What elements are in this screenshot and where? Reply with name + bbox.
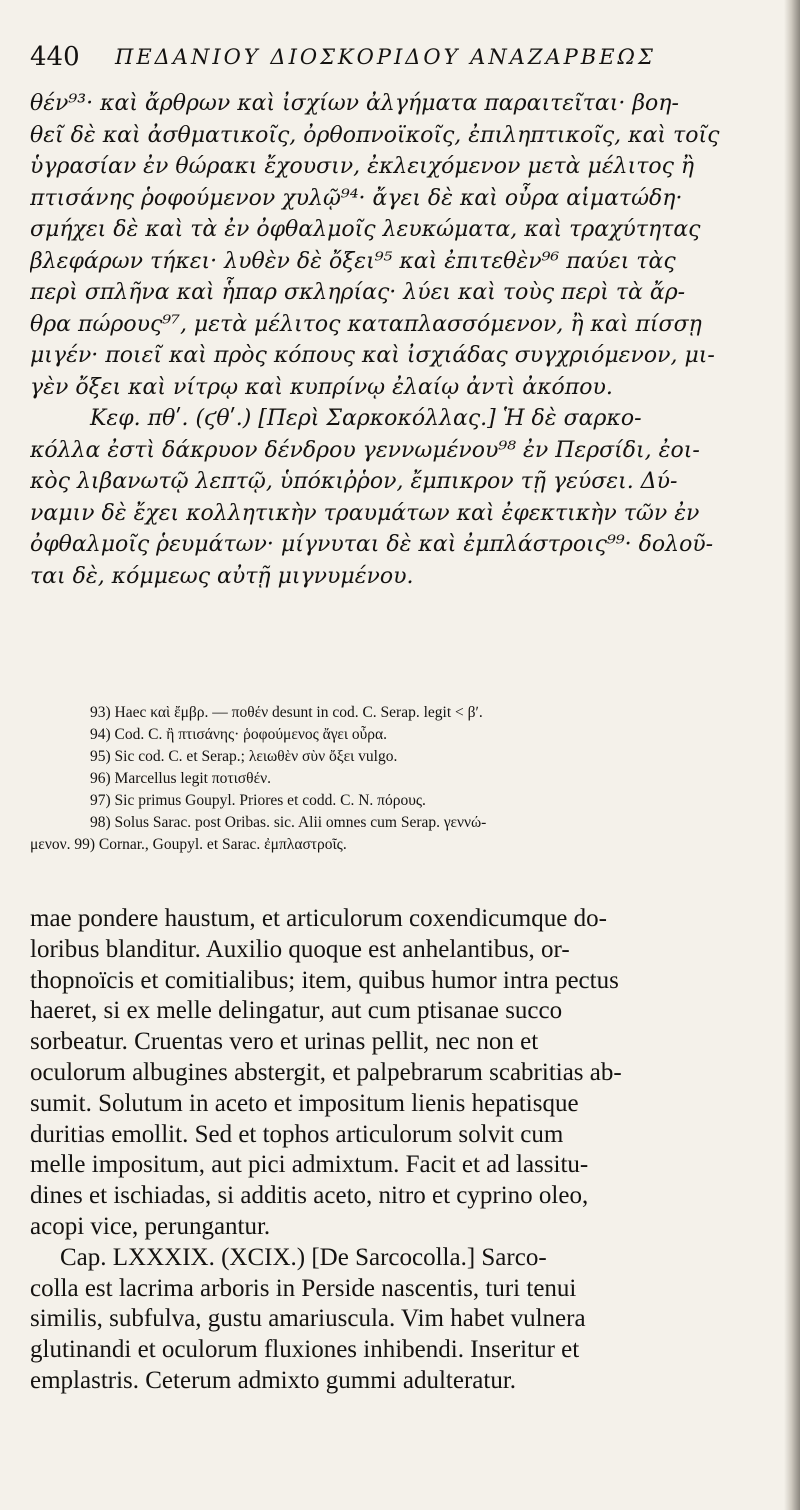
latin-line: mae pondere haustum, et articulorum coxendicumque do- (30, 905, 607, 932)
latin-chapter-heading-line: Cap. LXXXIX. (XCIX.) [De Sarcocolla.] Sarco- (60, 1243, 547, 1271)
latin-line: sumit. Solutum in aceto et impositum lienis hepatisque (30, 1089, 579, 1117)
latin-line: emplastris. Ceterum admixto gummi adulteratur. (30, 1366, 517, 1394)
greek-line: θέν⁹³· καὶ ἄρθρων καὶ ἰσχίων ἀλγήματα παραιτεῖται· βοη- (30, 91, 679, 116)
latin-line: sorbeatur. Cruentas vero et urinas pellit, nec non et (30, 1028, 539, 1056)
latin-text-block (30, 904, 770, 1397)
greek-line: ται δὲ, κόμμεως αὐτῇ μιγνυμένου. (30, 563, 414, 589)
latin-line: loribus blanditur. Auxilio quoque est anhelantibus, or- (30, 935, 570, 963)
latin-line: melle impositum, aut pici admixtum. Facit et ad lassitu- (30, 1151, 589, 1179)
greek-line: θεῖ δὲ καὶ ἀσθματικοῖς, ὀρθοπνοϊκοῖς, ἐπιληπτικοῖς, καὶ τοῖς (30, 122, 720, 148)
greek-line: γὲν ὄξει καὶ νίτρῳ καὶ κυπρίνῳ ἐλαίῳ ἀντὶ ἀκόπου. (30, 374, 613, 400)
latin-line: acopi vice, perungantur. (30, 1212, 271, 1240)
greek-line: βλεφάρων τήκει· λυθὲν δὲ ὄξει⁹⁵ καὶ ἐπιτεθὲν⁹⁶ παύει τὰς (30, 248, 676, 274)
footnote: μενον. 99) Cornar., Goupyl. et Sarac. ἐμπλαστροῖς. (30, 836, 347, 853)
running-title: ΠΕΔΑΝΙΟΥ ΔΙΟΣΚΟΡΙΔΟΥ ΑΝΑΖΑΡΒΕΩΣ (115, 45, 656, 69)
latin-line: thopnoïcis et comitialibus; item, quibus humor intra pectus (30, 966, 619, 994)
greek-line: ὀφθαλμοῖς ῥευμάτων· μίγνυται δὲ καὶ ἐμπλάστροις⁹⁹· δολοῦ- (30, 532, 714, 557)
greek-line: κὸς λιβανωτῷ λεπτῷ, ὑπόκιῤῥον, ἔμπικρον τῇ γεύσει. Δύ- (30, 469, 678, 494)
footnote: 95) Sic cod. C. et Serap.; λειωθὲν σὺν ὄξει vulgo. (90, 748, 398, 765)
latin-line: duritias emollit. Sed et tophos articulorum solvit cum (30, 1120, 564, 1148)
footnote: 96) Marcellus legit ποτισθέν. (90, 770, 271, 787)
greek-line: ὑγρασίαν ἐν θώρακι ἔχουσιν, ἐκλειχόμενον μετὰ μέλιτος ἢ (30, 154, 695, 179)
greek-line: θρα πώρους⁹⁷, μετὰ μέλιτος καταπλασσόμενον, ἢ καὶ πίσσῃ (30, 311, 702, 337)
greek-chapter-heading-line: Κεφ. πθʹ. (ϛθʹ.) [Περὶ Σαρκοκόλλας.] Ἡ δὲ σαρκο- (90, 406, 642, 431)
page-header (30, 42, 760, 82)
greek-line: ναμιν δὲ ἔχει κολλητικὴν τραυμάτων καὶ ἐφεκτικὴν τῶν ἐν (30, 500, 700, 526)
latin-line: oculorum albugines abstergit, et palpebrarum scabritias ab- (30, 1058, 622, 1086)
footnote: 97) Sic primus Goupyl. Priores et codd. C. N. πόρους. (90, 792, 426, 809)
greek-line: πτισάνης ῥοφούμενον χυλῷ⁹⁴· ἄγει δὲ καὶ οὖρα αἱματώδη· (30, 185, 683, 211)
greek-line: περὶ σπλῆνα καὶ ἧπαρ σκληρίας· λύει καὶ τοὺς περὶ τὰ ἄρ- (30, 280, 686, 305)
greek-line: μιγέν· ποιεῖ καὶ πρὸς κόπους καὶ ἰσχιάδας συγχριόμενον, μι- (30, 343, 715, 368)
latin-line: dines et ischiadas, si additis aceto, nitro et cyprino oleo, (30, 1182, 589, 1210)
footnotes-block (30, 702, 770, 856)
latin-line: haeret, si ex melle delingatur, aut cum ptisanae succo (30, 997, 563, 1025)
footnote: 98) Solus Sarac. post Oribas. sic. Alii omnes cum Serap. γεννώ- (90, 814, 487, 831)
latin-line: colla est lacrima arboris in Perside nascentis, turi tenui (30, 1274, 577, 1302)
footnote: 93) Haec καὶ ἔμβρ. — ποθέν desunt in cod. C. Serap. legit < βʹ. (90, 704, 483, 721)
footnote: 94) Cod. C. ἢ πτισάνης· ῥοφούμενος ἄγει οὖρα. (90, 726, 388, 743)
greek-line: σμήχει δὲ καὶ τὰ ἐν ὀφθαλμοῖς λευκώματα, καὶ τραχύτητας (30, 217, 701, 242)
latin-line: similis, subfulva, gustu amariuscula. Vim habet vulnera (30, 1305, 586, 1333)
greek-text-block (30, 88, 770, 592)
latin-line: glutinandi et oculorum fluxiones inhibendi. Inseritur et (30, 1336, 580, 1364)
page-number: 440 (30, 42, 80, 72)
greek-line: κόλλα ἐστὶ δάκρυον δένδρου γεννωμένου⁹⁸ ἐν Περσίδι, ἐοι- (30, 437, 700, 463)
page-spine-shadow (784, 0, 800, 1510)
